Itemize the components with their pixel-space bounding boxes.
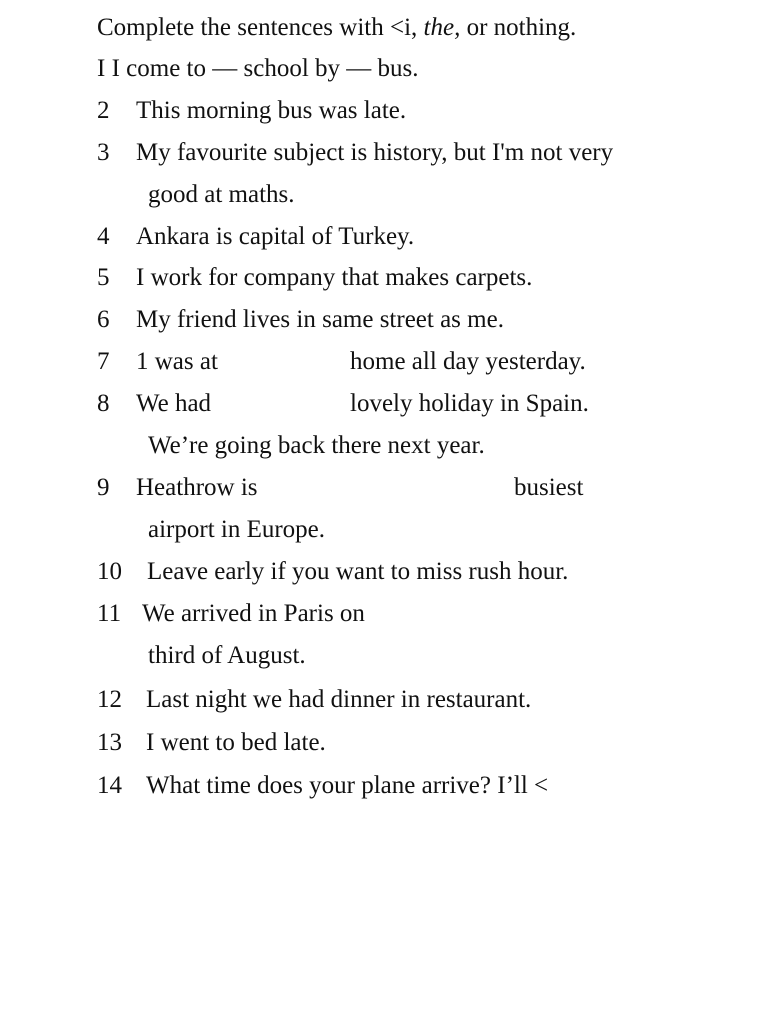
item-sentence: My friend lives in same street as me. (136, 306, 504, 333)
item-sentence: I work for company that makes carpets. (136, 264, 533, 291)
item-number: I (97, 55, 106, 82)
item-number: 12 (97, 686, 122, 713)
exercise-item-1 (97, 54, 419, 84)
item-number: 10 (97, 558, 122, 585)
item-number: 11 (97, 600, 122, 627)
item-sentence: I went to bed late. (146, 729, 326, 756)
exercise-item-3 (97, 138, 767, 168)
exercise-item-10 (97, 557, 568, 587)
item-sentence: I come to — school by — bus. (111, 55, 419, 82)
exercise-item-7 (97, 347, 717, 377)
exercise-item-3-continuation (148, 180, 295, 210)
exercise-item-13 (97, 728, 326, 758)
item-sentence: Last night we had dinner in restaurant. (146, 686, 532, 713)
item-sentence-part-a: 1 was at (136, 348, 218, 375)
item-sentence: We arrived in Paris on (142, 600, 365, 627)
item-number: 7 (97, 348, 110, 375)
item-number: 8 (97, 390, 110, 417)
item-sentence: Ankara is capital of Turkey. (136, 223, 415, 250)
instruction-italic-the: the, (423, 14, 461, 41)
exercise-item-8 (97, 389, 717, 419)
item-number: 5 (97, 264, 110, 291)
item-sentence-continuation: airport in Europe. (148, 516, 326, 543)
item-sentence-part-b: lovely holiday in Spain. (350, 390, 589, 417)
item-number: 9 (97, 474, 110, 501)
item-sentence-part-a: We had (136, 390, 212, 417)
item-number: 13 (97, 729, 122, 756)
exercise-item-14 (97, 771, 548, 801)
item-sentence-part-b: busiest (514, 474, 584, 501)
item-number: 6 (97, 306, 110, 333)
item-sentence-part-b: home all day yesterday. (350, 348, 586, 375)
exercise-item-12 (97, 685, 531, 715)
item-number: 4 (97, 223, 110, 250)
item-sentence-continuation: good at maths. (148, 181, 295, 208)
item-sentence: My favourite subject is history, but I'm not very (136, 139, 614, 166)
exercise-item-9 (97, 473, 717, 503)
item-sentence: What time does your plane arrive? I’ll < (146, 772, 549, 799)
item-number: 14 (97, 772, 122, 799)
instruction-line (97, 13, 576, 43)
exercise-item-11 (97, 599, 365, 629)
exercise-item-6 (97, 305, 504, 335)
exercise-item-2 (97, 96, 757, 126)
exercise-item-11-continuation (148, 641, 306, 671)
exercise-item-9-continuation (148, 515, 325, 545)
exercise-item-5 (97, 263, 532, 293)
exercise-item-8-continuation (148, 431, 485, 461)
item-sentence: Leave early if you want to miss rush hour. (147, 558, 569, 585)
item-number: 3 (97, 139, 110, 166)
item-sentence-continuation: third of August. (148, 642, 306, 669)
instruction-text-end: or nothing. (460, 14, 577, 41)
item-number: 2 (97, 97, 110, 124)
item-sentence-part-a: Heathrow is (136, 474, 258, 501)
item-sentence-continuation: We’re going back there next year. (148, 432, 485, 459)
instruction-text-start: Complete the sentences with <i, (97, 14, 424, 41)
exercise-item-4 (97, 222, 414, 252)
item-sentence: This morning bus was late. (136, 97, 407, 124)
